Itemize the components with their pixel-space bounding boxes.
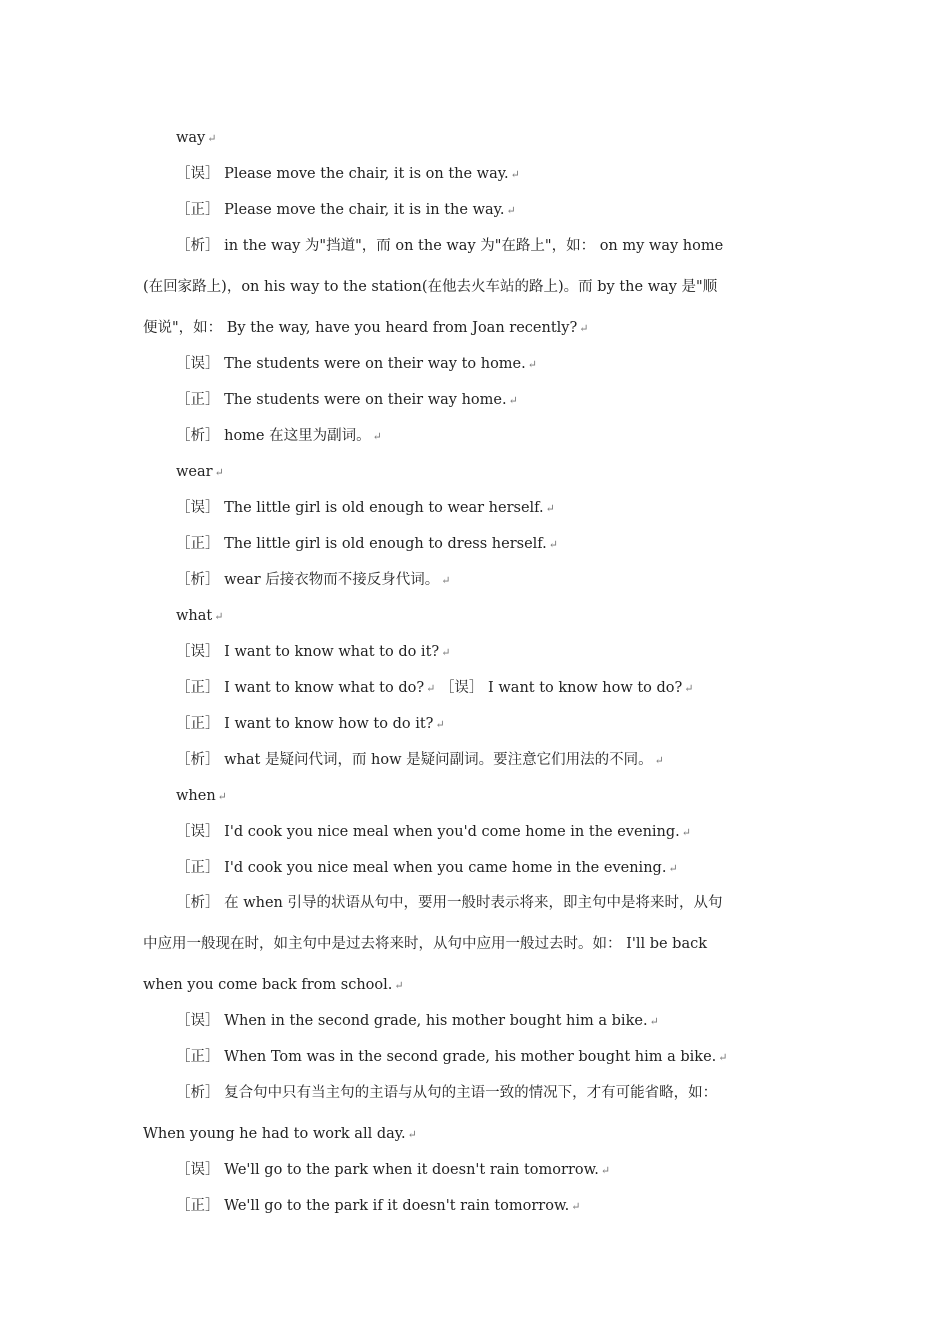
heading-what: what ↵ (176, 608, 224, 624)
heading-wear: wear ↵ (176, 464, 224, 480)
correct-example: ［正］ I'd cook you nice meal when you came home in the evening. ↵ (176, 860, 678, 876)
analysis-line: ［析］ what 是疑问代词，而 how 是疑问副词。要注意它们用法的不同。 ↵ (176, 752, 664, 768)
wrong-example: ［误］ We'll go to the park when it doesn't rain tomorrow. ↵ (176, 1162, 611, 1178)
analysis-line: ［析］ home 在这里为副词。 ↵ (176, 428, 382, 444)
wrong-example: ［误］ I want to know what to do it? ↵ (176, 644, 451, 660)
correct-example: ［正］ The little girl is old enough to dress herself. ↵ (176, 536, 558, 552)
analysis-line: ［析］ in the way 为"挡道"，而 on the way 为"在路上"，如： on my way home (176, 238, 724, 254)
analysis-line: ［析］ wear 后接衣物而不接反身代词。 ↵ (176, 572, 451, 588)
correct-example: ［正］ Please move the chair, it is in the way. ↵ (176, 202, 516, 218)
analysis-line: when you come back from school. ↵ (143, 977, 404, 993)
analysis-line: 便说"，如： By the way, have you heard from Joan recently? ↵ (143, 320, 589, 336)
analysis-line: ［析］ 复合句中只有当主句的主语与从句的主语一致的情况下，才有可能省略，如： (176, 1085, 718, 1101)
wrong-example: ［误］ The little girl is old enough to wear herself. ↵ (176, 500, 555, 516)
heading-way: way ↵ (176, 130, 217, 146)
analysis-line: (在回家路上)，on his way to the station(在他去火车站的路上)。而 by the way 是"顺 (143, 279, 718, 295)
wrong-example: ［误］ I'd cook you nice meal when you'd come home in the evening. ↵ (176, 824, 692, 840)
correct-example: ［正］ When Tom was in the second grade, his mother bought him a bike. ↵ (176, 1049, 728, 1065)
wrong-example: ［误］ When in the second grade, his mother bought him a bike. ↵ (176, 1013, 659, 1029)
analysis-line: ［析］ 在 when 引导的状语从句中，要用一般时表示将来，即主句中是将来时，从句 (176, 895, 723, 911)
heading-when: when ↵ (176, 788, 227, 804)
correct-example: ［正］ We'll go to the park if it doesn't rain tomorrow. ↵ (176, 1198, 581, 1214)
analysis-line: 中应用一般现在时，如主句中是过去将来时，从句中应用一般过去时。如： I'll be back (143, 936, 708, 952)
correct-example: ［正］ I want to know what to do? ↵ ［误］ I want to know how to do? ↵ (176, 680, 694, 696)
analysis-line: When young he had to work all day. ↵ (143, 1126, 417, 1142)
correct-example: ［正］ I want to know how to do it? ↵ (176, 716, 445, 732)
wrong-example: ［误］ Please move the chair, it is on the way. ↵ (176, 166, 520, 182)
wrong-example: ［误］ The students were on their way to home. ↵ (176, 356, 537, 372)
correct-example: ［正］ The students were on their way home. ↵ (176, 392, 518, 408)
